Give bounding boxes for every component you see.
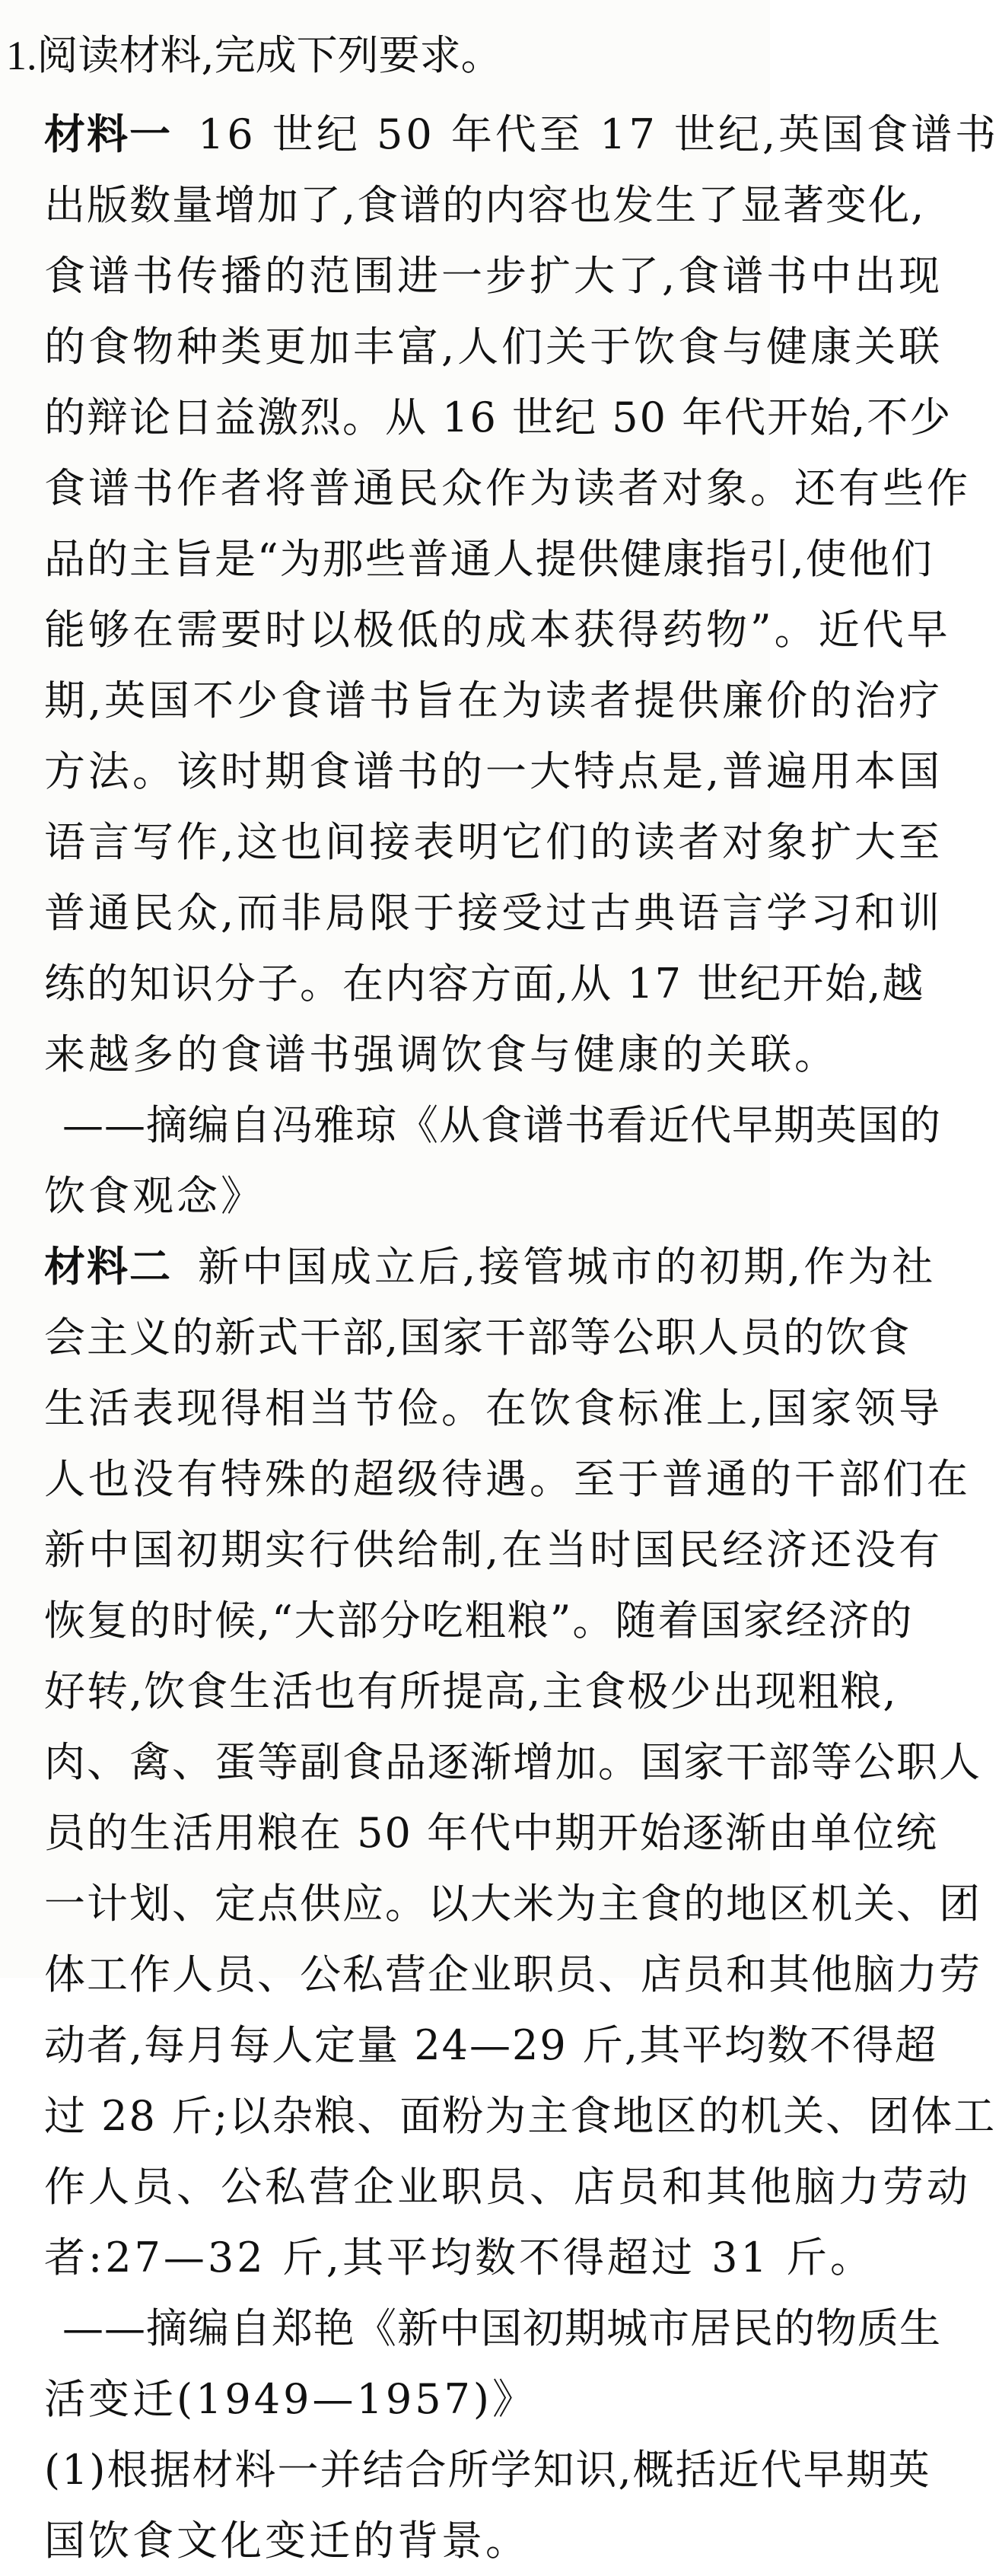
material2-line-8: 肉、禽、蛋等副食品逐渐增加。国家干部等公职人 — [44, 1738, 982, 1786]
material1-line-6: 食谱书作者将普通民众作为读者对象。还有些作 — [44, 464, 971, 512]
material2-text: 新中国成立后,接管城市的初期,作为社 — [198, 1243, 937, 1291]
material2-line-11: 体工作人员、公私营企业职员、店员和其他脑力劳 — [44, 1950, 982, 1998]
material2-line-10: 一计划、定点供应。以大米为主食的地区机关、团 — [44, 1880, 982, 1928]
material2-line-5: 新中国初期实行供给制,在当时国民经济还没有 — [44, 1526, 943, 1574]
question-number: 1. — [6, 33, 37, 78]
material2-line-12: 动者,每月每人定量 24—29 斤,其平均数不得超 — [44, 2021, 938, 2069]
material2-line-3: 生活表现得相当节俭。在饮食标准上,国家领导 — [44, 1384, 943, 1432]
material1-line-12: 普通民众,而非局限于接受过古典语言学习和训 — [44, 889, 943, 937]
material1-line-14: 来越多的食谱书强调饮食与健康的关联。 — [44, 1030, 838, 1078]
material1-source-2: 饮食观念》 — [44, 1172, 265, 1220]
material1-line-11: 语言写作,这也间接表明它们的读者对象扩大至 — [44, 818, 943, 866]
question-prompt: 阅读材料,完成下列要求。 — [37, 31, 502, 79]
question-title — [6, 30, 502, 81]
material1-line-1 — [44, 99, 999, 170]
material2-line-15: 者:27—32 斤,其平均数不得超过 31 斤。 — [44, 2234, 874, 2281]
material1-line-8: 能够在需要时以极低的成本获得药物”。近代早 — [44, 606, 951, 654]
material1-text: 16 世纪 50 年代至 17 世纪,英国食谱书 — [198, 110, 999, 158]
material1-line-4: 的食物种类更加丰富,人们关于饮食与健康关联 — [44, 323, 943, 371]
material2-label: 材料二 — [44, 1242, 172, 1291]
material1-line-3: 食谱书传播的范围进一步扩大了,食谱书中出现 — [44, 252, 943, 300]
material1-label: 材料一 — [44, 110, 172, 158]
material1-line-2: 出版数量增加了,食谱的内容也发生了显著变化, — [44, 181, 926, 229]
material2-line-4: 人也没有特殊的超级待遇。至于普通的干部们在 — [44, 1455, 971, 1503]
subquestion1-line-2: 国饮食文化变迁的背景。 — [44, 2517, 530, 2565]
material1-line-10: 方法。该时期食谱书的一大特点是,普遍用本国 — [44, 747, 943, 795]
material1-source-1: ——摘编自冯雅琼《从食谱书看近代早期英国的 — [62, 1101, 941, 1149]
material2-line-1 — [44, 1231, 937, 1302]
material2-line-14: 作人员、公私营企业职员、店员和其他脑力劳动 — [44, 2163, 971, 2211]
material2-line-2: 会主义的新式干部,国家干部等公职人员的饮食 — [44, 1313, 912, 1361]
material2-line-6: 恢复的时候,“大部分吃粗粮”。随着国家经济的 — [44, 1597, 914, 1645]
subquestion1-line-1: (1)根据材料一并结合所学知识,概括近代早期英 — [44, 2446, 931, 2494]
material1-line-5: 的辩论日益激烈。从 16 世纪 50 年代开始,不少 — [44, 393, 953, 441]
material1-line-13: 练的知识分子。在内容方面,从 17 世纪开始,越 — [44, 960, 925, 1008]
material2-source-1: ——摘编自郑艳《新中国初期城市居民的物质生 — [62, 2304, 941, 2352]
material2-line-7: 好转,饮食生活也有所提高,主食极少出现粗粮, — [44, 1667, 898, 1715]
material1-line-9: 期,英国不少食谱书旨在为读者提供廉价的治疗 — [44, 677, 943, 724]
material2-line-9: 员的生活用粮在 50 年代中期开始逐渐由单位统 — [44, 1809, 939, 1857]
material2-line-13: 过 28 斤;以杂粮、面粉为主食地区的机关、团体工 — [44, 2092, 997, 2140]
question-body — [44, 99, 999, 2576]
material2-source-2: 活变迁(1949—1957)》 — [44, 2375, 536, 2423]
material1-line-7: 品的主旨是“为那些普通人提供健康指引,使他们 — [44, 535, 934, 583]
